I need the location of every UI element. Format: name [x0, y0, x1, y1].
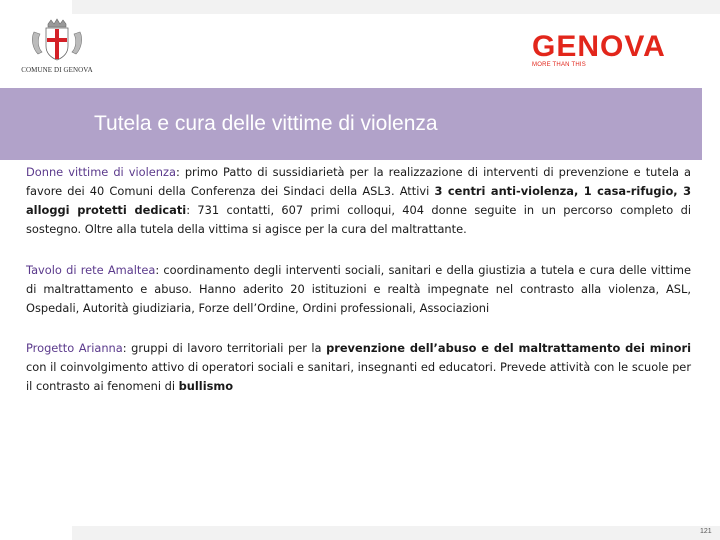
paragraph-lead: Donne vittime di violenza [26, 165, 176, 179]
paragraph-progetto-arianna [26, 339, 691, 396]
genova-brand-tagline: MORE THAN THIS [532, 62, 586, 68]
paragraph-lead: Tavolo di rete Amaltea [26, 263, 156, 277]
slide-title: Tutela e cura delle vittime di violenza [94, 112, 438, 135]
paragraph-bold-text: prevenzione dell’abuso e del maltrattamento dei minori [326, 341, 691, 355]
genova-brand-word: GENOVA [532, 30, 666, 63]
paragraph-text: con il coinvolgimento attivo di operatori sociali e sanitari, insegnanti ed educatori. Prevede attività con le scuole per il contrasto ai fenomeni di [26, 360, 691, 393]
paragraph-text: : 731 contatti, 607 primi colloqui, 404 donne seguite in un percorso completo di sostegno. Oltre alla tutela della vittima si agisce per la cura del maltrattante. [26, 203, 691, 236]
paragraph-bold-text: 3 centri anti-violenza, 1 casa-rifugio, 3 alloggi protetti dedicati [26, 184, 691, 217]
genova-brand-logo [532, 32, 702, 72]
paragraph-tavolo-amaltea [26, 261, 691, 318]
paragraph-donne-vittime [26, 163, 691, 239]
paragraph-text: : coordinamento degli interventi sociali, sanitari e della giustizia a tutela e cura delle vittime di maltrattamento e abuso. Hanno aderito 20 istituzioni e realtà impegnate nel contrasto alla violenza, ASL, Ospedali, Autorità giudiziaria, Forze dell’Ordine, Ordini professionali, Associazioni [26, 263, 691, 315]
paragraph-text: : gruppi di lavoro territoriali per la [122, 341, 327, 355]
page-number: 121 [700, 528, 712, 535]
paragraph-text: : primo Patto di sussidiarietà per la realizzazione di interventi di prevenzione e tutela a favore dei 40 Comuni della Conferenza dei Sindaci della ASL3. Attivi [26, 165, 691, 198]
comune-logo-text: COMUNE DI GENOVA [21, 66, 93, 74]
bottom-decor-strip [72, 526, 720, 540]
comune-di-genova-logo [14, 18, 100, 80]
paragraph-lead: Progetto Arianna [26, 341, 123, 355]
top-decor-strip [72, 0, 720, 14]
paragraph-bold-text: bullismo [178, 379, 234, 393]
coat-of-arms-icon [28, 18, 86, 64]
